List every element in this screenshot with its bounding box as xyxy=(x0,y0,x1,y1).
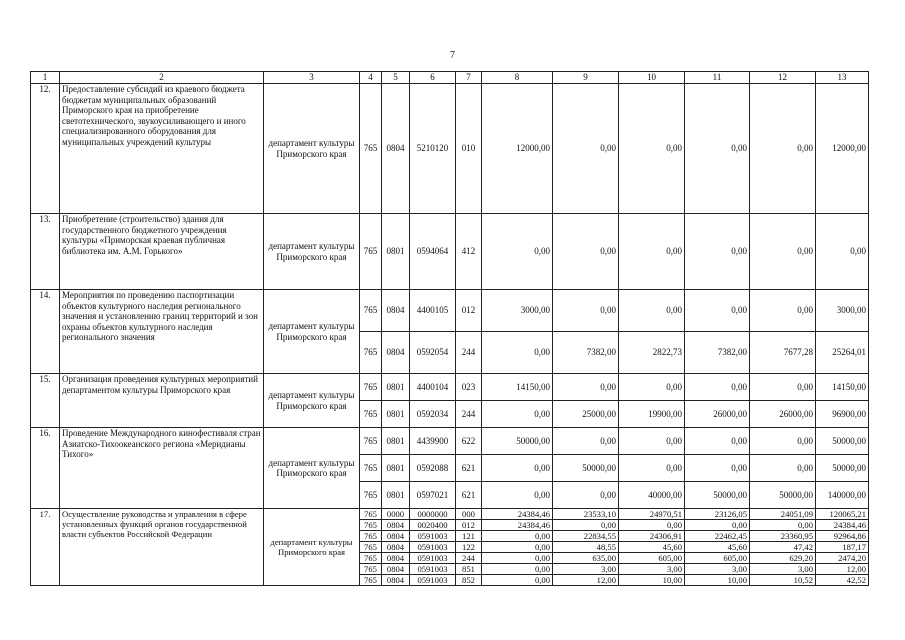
cell-c12: 0,00 xyxy=(750,290,816,332)
cell-c5: 0804 xyxy=(382,332,410,374)
cell-c7: 244 xyxy=(456,332,482,374)
cell-c9: 0,00 xyxy=(553,84,619,214)
cell-c12: 50000,00 xyxy=(750,482,816,509)
cell-c7: 244 xyxy=(456,553,482,564)
cell-c13: 50000,00 xyxy=(816,455,869,482)
cell-c4: 765 xyxy=(360,509,382,520)
cell-c4: 765 xyxy=(360,332,382,374)
cell-c9: 22834,55 xyxy=(553,531,619,542)
cell-c7: 621 xyxy=(456,455,482,482)
cell-c10: 2822,73 xyxy=(619,332,685,374)
column-header: 2 xyxy=(60,72,264,84)
cell-c12: 7677,28 xyxy=(750,332,816,374)
cell-c10: 3,00 xyxy=(619,564,685,575)
cell-c9: 48,55 xyxy=(553,542,619,553)
cell-c12: 26000,00 xyxy=(750,401,816,428)
cell-c7: 121 xyxy=(456,531,482,542)
cell-c6: 0020400 xyxy=(410,520,456,531)
column-header: 7 xyxy=(456,72,482,84)
cell-c5: 0801 xyxy=(382,428,410,455)
table-header-row xyxy=(31,72,869,84)
cell-c9: 0,00 xyxy=(553,214,619,290)
cell-c12: 24051,09 xyxy=(750,509,816,520)
cell-c5: 0804 xyxy=(382,520,410,531)
cell-c6: 5210120 xyxy=(410,84,456,214)
cell-c8: 24384,46 xyxy=(482,509,553,520)
cell-c10: 10,00 xyxy=(619,575,685,586)
cell-c11: 0,00 xyxy=(685,214,750,290)
cell-c6: 4400105 xyxy=(410,290,456,332)
column-header: 13 xyxy=(816,72,869,84)
cell-c11: 0,00 xyxy=(685,290,750,332)
cell-c12: 629,20 xyxy=(750,553,816,564)
row-description: Мероприятия по проведению паспортизации объектов культурного наследия регионального значения и установлению границ территорий и зон охраны объектов культурного наследия регионального значения xyxy=(60,290,264,374)
cell-c4: 765 xyxy=(360,214,382,290)
cell-c7: 012 xyxy=(456,290,482,332)
row-description: Осуществление руководства и управления в сфере установленных функций органов государственной власти субъектов Российской Федерации xyxy=(60,509,264,586)
row-index: 12. xyxy=(31,84,60,214)
cell-c9: 0,00 xyxy=(553,290,619,332)
cell-c13: 3000,00 xyxy=(816,290,869,332)
cell-c10: 605,00 xyxy=(619,553,685,564)
column-header: 5 xyxy=(382,72,410,84)
row-department: департамент культуры Приморского края xyxy=(264,428,360,509)
column-header: 1 xyxy=(31,72,60,84)
column-header: 6 xyxy=(410,72,456,84)
cell-c6: 0594064 xyxy=(410,214,456,290)
cell-c13: 12000,00 xyxy=(816,84,869,214)
cell-c10: 0,00 xyxy=(619,520,685,531)
cell-c13: 96900,00 xyxy=(816,401,869,428)
table-row xyxy=(31,374,869,401)
cell-c9: 0,00 xyxy=(553,482,619,509)
cell-c5: 0804 xyxy=(382,542,410,553)
cell-c5: 0804 xyxy=(382,531,410,542)
cell-c7: 621 xyxy=(456,482,482,509)
row-description: Организация проведения культурных мероприятий департаментом культуры Приморского края xyxy=(60,374,264,428)
cell-c5: 0801 xyxy=(382,401,410,428)
cell-c6: 0591003 xyxy=(410,575,456,586)
cell-c5: 0801 xyxy=(382,455,410,482)
cell-c12: 0,00 xyxy=(750,84,816,214)
cell-c7: 412 xyxy=(456,214,482,290)
cell-c13: 140000,00 xyxy=(816,482,869,509)
cell-c12: 0,00 xyxy=(750,428,816,455)
cell-c10: 0,00 xyxy=(619,290,685,332)
cell-c11: 26000,00 xyxy=(685,401,750,428)
cell-c9: 50000,00 xyxy=(553,455,619,482)
cell-c7: 622 xyxy=(456,428,482,455)
cell-c8: 50000,00 xyxy=(482,428,553,455)
table-row xyxy=(31,290,869,332)
column-header: 11 xyxy=(685,72,750,84)
cell-c13: 12,00 xyxy=(816,564,869,575)
cell-c10: 0,00 xyxy=(619,84,685,214)
cell-c7: 012 xyxy=(456,520,482,531)
cell-c11: 22462,45 xyxy=(685,531,750,542)
cell-c8: 0,00 xyxy=(482,401,553,428)
page-number: 7 xyxy=(450,50,455,61)
column-header: 8 xyxy=(482,72,553,84)
cell-c4: 765 xyxy=(360,520,382,531)
cell-c4: 765 xyxy=(360,401,382,428)
cell-c9: 12,00 xyxy=(553,575,619,586)
cell-c6: 0000000 xyxy=(410,509,456,520)
cell-c4: 765 xyxy=(360,564,382,575)
cell-c11: 3,00 xyxy=(685,564,750,575)
cell-c5: 0804 xyxy=(382,564,410,575)
cell-c11: 45,60 xyxy=(685,542,750,553)
cell-c4: 765 xyxy=(360,553,382,564)
cell-c8: 0,00 xyxy=(482,214,553,290)
cell-c6: 0591003 xyxy=(410,564,456,575)
table-row xyxy=(31,214,869,290)
cell-c4: 765 xyxy=(360,290,382,332)
row-department: департамент культуры Приморского края xyxy=(264,84,360,214)
cell-c11: 0,00 xyxy=(685,455,750,482)
cell-c13: 120065,21 xyxy=(816,509,869,520)
row-department: департамент культуры Приморского края xyxy=(264,374,360,428)
cell-c8: 0,00 xyxy=(482,542,553,553)
cell-c5: 0000 xyxy=(382,509,410,520)
cell-c4: 765 xyxy=(360,482,382,509)
cell-c9: 0,00 xyxy=(553,520,619,531)
cell-c13: 0,00 xyxy=(816,214,869,290)
cell-c12: 47,42 xyxy=(750,542,816,553)
cell-c13: 92964,86 xyxy=(816,531,869,542)
row-index: 13. xyxy=(31,214,60,290)
cell-c6: 0597021 xyxy=(410,482,456,509)
cell-c12: 23360,95 xyxy=(750,531,816,542)
cell-c13: 50000,00 xyxy=(816,428,869,455)
row-description: Проведение Международного кинофестиваля стран Азиатско-Тихоокеанского региона «Меридианы Тихого» xyxy=(60,428,264,509)
cell-c9: 3,00 xyxy=(553,564,619,575)
cell-c7: 852 xyxy=(456,575,482,586)
cell-c7: 244 xyxy=(456,401,482,428)
cell-c10: 19900,00 xyxy=(619,401,685,428)
cell-c4: 765 xyxy=(360,542,382,553)
column-header: 9 xyxy=(553,72,619,84)
cell-c10: 40000,00 xyxy=(619,482,685,509)
cell-c7: 010 xyxy=(456,84,482,214)
cell-c4: 765 xyxy=(360,531,382,542)
cell-c11: 23126,05 xyxy=(685,509,750,520)
cell-c4: 765 xyxy=(360,455,382,482)
row-index: 16. xyxy=(31,428,60,509)
cell-c5: 0804 xyxy=(382,290,410,332)
cell-c9: 23533,10 xyxy=(553,509,619,520)
cell-c9: 7382,00 xyxy=(553,332,619,374)
row-index: 15. xyxy=(31,374,60,428)
cell-c6: 4439900 xyxy=(410,428,456,455)
cell-c9: 25000,00 xyxy=(553,401,619,428)
cell-c10: 24970,51 xyxy=(619,509,685,520)
cell-c5: 0804 xyxy=(382,84,410,214)
cell-c4: 765 xyxy=(360,374,382,401)
cell-c5: 0801 xyxy=(382,482,410,509)
cell-c8: 0,00 xyxy=(482,575,553,586)
cell-c7: 851 xyxy=(456,564,482,575)
cell-c6: 0591003 xyxy=(410,542,456,553)
cell-c13: 2474,20 xyxy=(816,553,869,564)
cell-c7: 023 xyxy=(456,374,482,401)
cell-c6: 0592088 xyxy=(410,455,456,482)
cell-c8: 0,00 xyxy=(482,455,553,482)
cell-c13: 187,17 xyxy=(816,542,869,553)
cell-c12: 0,00 xyxy=(750,455,816,482)
cell-c13: 25264,01 xyxy=(816,332,869,374)
cell-c11: 10,00 xyxy=(685,575,750,586)
cell-c5: 0804 xyxy=(382,575,410,586)
cell-c11: 605,00 xyxy=(685,553,750,564)
cell-c5: 0804 xyxy=(382,553,410,564)
cell-c9: 635,00 xyxy=(553,553,619,564)
row-description: Приобретение (строительство) здания для государственного бюджетного учреждения культуры «Приморская краевая публичная библиотека им. А.М. Горького» xyxy=(60,214,264,290)
cell-c10: 0,00 xyxy=(619,214,685,290)
cell-c9: 0,00 xyxy=(553,374,619,401)
cell-c11: 0,00 xyxy=(685,428,750,455)
cell-c10: 24306,91 xyxy=(619,531,685,542)
cell-c8: 0,00 xyxy=(482,553,553,564)
table-row xyxy=(31,84,869,214)
cell-c8: 0,00 xyxy=(482,482,553,509)
cell-c11: 50000,00 xyxy=(685,482,750,509)
cell-c8: 14150,00 xyxy=(482,374,553,401)
cell-c12: 0,00 xyxy=(750,520,816,531)
cell-c11: 0,00 xyxy=(685,520,750,531)
cell-c8: 3000,00 xyxy=(482,290,553,332)
row-description: Предоставление субсидий из краевого бюджета бюджетам муниципальных образований Приморского края на приобретение светотехнического, звукоусиливающего и иного специализированного оборудования для муниципальных учреждений культуры xyxy=(60,84,264,214)
row-index: 14. xyxy=(31,290,60,374)
table-row xyxy=(31,428,869,455)
row-index: 17. xyxy=(31,509,60,586)
cell-c12: 0,00 xyxy=(750,214,816,290)
row-department: департамент культуры Приморского края xyxy=(264,214,360,290)
column-header: 4 xyxy=(360,72,382,84)
cell-c12: 10,52 xyxy=(750,575,816,586)
budget-table xyxy=(30,71,869,586)
cell-c10: 0,00 xyxy=(619,374,685,401)
cell-c8: 0,00 xyxy=(482,332,553,374)
cell-c9: 0,00 xyxy=(553,428,619,455)
cell-c8: 0,00 xyxy=(482,531,553,542)
row-department: департамент культуры Приморского края xyxy=(264,509,360,586)
column-header: 3 xyxy=(264,72,360,84)
table-row xyxy=(31,509,869,520)
cell-c8: 24384,46 xyxy=(482,520,553,531)
cell-c13: 42,52 xyxy=(816,575,869,586)
cell-c7: 122 xyxy=(456,542,482,553)
cell-c13: 14150,00 xyxy=(816,374,869,401)
cell-c6: 0591003 xyxy=(410,553,456,564)
cell-c11: 0,00 xyxy=(685,84,750,214)
cell-c4: 765 xyxy=(360,428,382,455)
cell-c5: 0801 xyxy=(382,214,410,290)
cell-c10: 0,00 xyxy=(619,455,685,482)
cell-c8: 12000,00 xyxy=(482,84,553,214)
cell-c12: 0,00 xyxy=(750,374,816,401)
cell-c6: 0592034 xyxy=(410,401,456,428)
cell-c6: 0591003 xyxy=(410,531,456,542)
cell-c10: 45,60 xyxy=(619,542,685,553)
cell-c11: 0,00 xyxy=(685,374,750,401)
cell-c5: 0801 xyxy=(382,374,410,401)
cell-c4: 765 xyxy=(360,84,382,214)
cell-c6: 4400104 xyxy=(410,374,456,401)
cell-c6: 0592054 xyxy=(410,332,456,374)
cell-c13: 24384,46 xyxy=(816,520,869,531)
cell-c12: 3,00 xyxy=(750,564,816,575)
cell-c10: 0,00 xyxy=(619,428,685,455)
cell-c4: 765 xyxy=(360,575,382,586)
cell-c11: 7382,00 xyxy=(685,332,750,374)
column-header: 12 xyxy=(750,72,816,84)
cell-c8: 0,00 xyxy=(482,564,553,575)
column-header: 10 xyxy=(619,72,685,84)
row-department: департамент культуры Приморского края xyxy=(264,290,360,374)
cell-c7: 000 xyxy=(456,509,482,520)
